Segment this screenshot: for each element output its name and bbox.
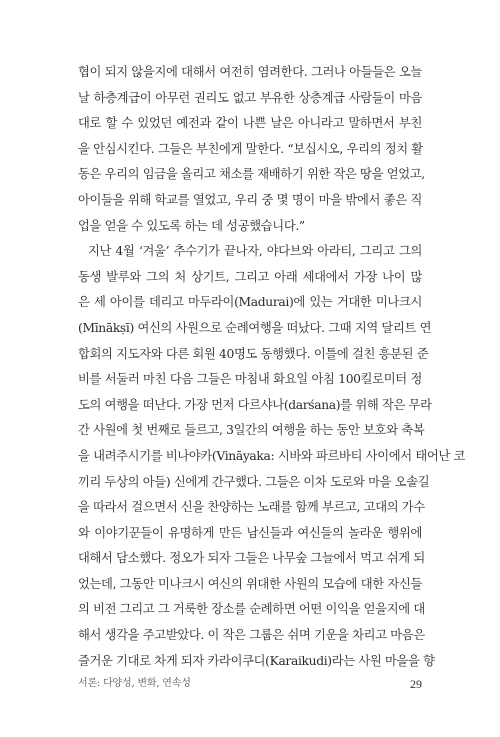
- running-head: 서론: 다양성, 변화, 연속성: [78, 678, 191, 689]
- paragraph-start-line: 지난 4월 ‘겨울’ 추수기가 끝나자, 야다브와 아라티, 그리고 그의: [88, 244, 422, 259]
- text-line: 협이 되지 않을지에 대해서 여전히 염려한다. 그러나 아들들은 오늘: [78, 65, 422, 79]
- page-footer: [78, 676, 422, 692]
- text-line: 합회의 지도자와 다른 회원 40명도 동행했다. 이틀에 걸친 흥분된 준: [78, 346, 429, 361]
- page-number: 29: [410, 677, 422, 691]
- text-line: 대해서 담소했다. 정오가 되자 그들은 나무숲 그늘에서 먹고 쉬게 되: [78, 551, 425, 566]
- text-line: 었는데, 그동안 미나크시 여신의 위대한 사원의 모습에 대한 자신들: [78, 576, 422, 591]
- text-line: 끼리 두상의 아들) 신에게 간구했다. 그들은 이차 도로와 마을 오솔길: [78, 474, 430, 489]
- text-line: 대로 할 수 있었던 예전과 같이 나쁜 날은 아니라고 말하면서 부친: [78, 116, 422, 131]
- text-line: 날 하층계급이 아무런 권리도 없고 부유한 상층계급 사람들이 마음: [78, 90, 422, 105]
- paragraph-end-line: 업을 얻을 수 있도록 하는 데 성공했습니다.”: [78, 218, 305, 233]
- text-line: 해서 생각을 주고받았다. 이 작은 그룹은 쉬며 기운을 차리고 마음은: [78, 628, 425, 643]
- text-line: 즐거운 기대로 차게 되자 카라이쿠디(Karaikudi)라는 사원 마을을 향: [78, 653, 435, 668]
- text-line: 을 따라서 걸으면서 신을 찬양하는 노래를 함께 부르고, 고대의 가수: [78, 500, 425, 515]
- text-line: 비를 서둘러 마친 다음 그들은 마침내 화요일 아침 100킬로미터 정: [78, 372, 422, 387]
- text-line: 의 비전 그리고 그 거룩한 장소를 순례하면 어떤 이익을 얻을지에 대: [78, 602, 425, 617]
- text-line: 간 사원에 첫 번째로 들르고, 3일간의 여행을 하는 동안 보호와 축복: [78, 423, 425, 438]
- text-line: 도의 여행을 떠난다. 가장 먼저 다르샤나(darśana)를 위해 작은 무라: [78, 397, 432, 412]
- text-line: 동은 우리의 임금을 올리고 채소를 재배하기 위한 작은 땅을 얻었고,: [78, 167, 425, 182]
- text-line: 아이들을 위해 학교를 열었고, 우리 중 몇 명이 마을 밖에서 좋은 직: [78, 192, 422, 207]
- text-line: 와 이야기꾼들이 유명하게 만든 남신들과 여신들의 놀라운 행위에: [78, 525, 422, 540]
- text-line: 을 내려주시기를 비나야카(Vināyaka: 시바와 파르바티 사이에서 태어난 코: [78, 448, 466, 463]
- text-line: 동생 발루와 그의 처 상기트, 그리고 아래 세대에서 가장 나이 많: [78, 269, 422, 284]
- text-line: (Mīnākṣī) 여신의 사원으로 순례여행을 떠났다. 그때 지역 달리트 연: [78, 320, 432, 335]
- text-line: 을 안심시킨다. 그들은 부친에게 말한다. “보십시오, 우리의 정치 활: [78, 141, 423, 156]
- text-line: 은 세 아이를 데리고 마두라이(Madurai)에 있는 거대한 미나크시: [78, 295, 422, 310]
- body-text: [78, 60, 466, 674]
